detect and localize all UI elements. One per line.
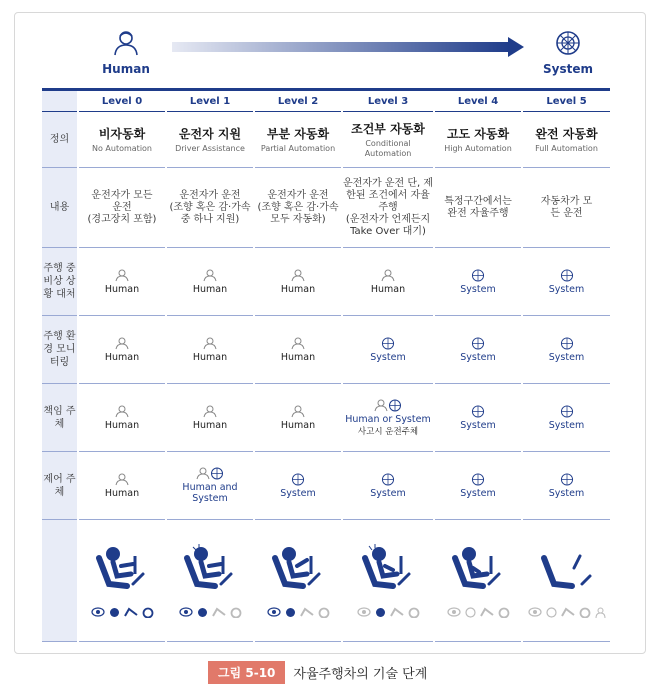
human-icon [203, 269, 217, 282]
content-cell [78, 168, 166, 248]
agent-label: System [460, 419, 496, 431]
content-main: 운전자가 모든 운전 [91, 189, 153, 213]
system-brain-icon [381, 473, 395, 486]
human-and-system-icon [374, 399, 402, 412]
definition-ko: 완전 자동화 [535, 127, 598, 141]
side-responsibility: 책임 주체 [42, 384, 78, 452]
system-brain-icon [471, 473, 485, 486]
agent-label: Human [370, 283, 406, 295]
driver-partial-icon [267, 544, 329, 596]
level-5: Level 5 [522, 90, 610, 112]
levels-table [42, 88, 610, 642]
driver-illustration-cell [434, 520, 522, 642]
human-and-system-icon [196, 467, 224, 480]
head-icon [285, 607, 296, 618]
control-cell [166, 452, 254, 520]
agent-label: Human [192, 419, 228, 431]
content-cell [434, 168, 522, 248]
human-icon [291, 269, 305, 282]
agent-label: System [370, 351, 406, 363]
responsibility-cell [166, 384, 254, 452]
level-row [42, 90, 610, 112]
human-icon [115, 269, 129, 282]
definition-cell [522, 112, 610, 168]
monitoring-cell [522, 316, 610, 384]
human-icon [112, 30, 140, 56]
responsibility-note: 사고시 운전주체 [357, 426, 419, 437]
side-control: 제어 주체 [42, 452, 78, 520]
agent-label: System [370, 487, 406, 499]
definition-cell [254, 112, 342, 168]
human-icon [115, 473, 129, 486]
agent-label: System [548, 351, 585, 363]
system-brain-icon [471, 269, 485, 282]
eye-icon [528, 607, 542, 617]
agent-label: Human [192, 351, 228, 363]
agent-label: Human [104, 283, 140, 295]
definition-ko: 부분 자동화 [266, 127, 330, 141]
definition-cell [166, 112, 254, 168]
system-brain-icon [471, 405, 485, 418]
eye-icon [91, 607, 105, 617]
definition-en: Full Automation [535, 144, 598, 153]
sensor-icons [255, 607, 341, 618]
human-icon [291, 405, 305, 418]
head-icon [197, 607, 208, 618]
content-cell [342, 168, 434, 248]
driver-conditional-icon [357, 544, 419, 596]
responsibility-cell [254, 384, 342, 452]
definition-ko: 운전자 지원 [178, 127, 242, 141]
content-sub: (운전자가 언제든지 Take Over 대기) [345, 213, 431, 237]
agent-label: Human and System [182, 482, 238, 504]
system-brain-icon [560, 473, 574, 486]
content-main: 운전자가 운전 [179, 189, 241, 201]
fallback-cell [434, 248, 522, 316]
caption-text: 자율주행차의 기술 단계 [293, 666, 428, 682]
fallback-cell [522, 248, 610, 316]
agent-label: System [460, 283, 496, 295]
agent-label: Human [104, 419, 140, 431]
fallback-cell [254, 248, 342, 316]
content-cell [522, 168, 610, 248]
eye-icon [179, 607, 193, 617]
content-main: 운전자가 운전 단, 제한된 조건에서 자율주행 [343, 177, 433, 213]
content-main: 자동차가 모든 운전 [540, 195, 593, 219]
monitoring-cell [434, 316, 522, 384]
sensor-icons [167, 607, 253, 618]
fallback-cell [78, 248, 166, 316]
agent-label: Human [280, 351, 316, 363]
driver-assistance-icon [179, 544, 241, 596]
agent-label: System [280, 487, 316, 499]
driver-illustration-cell [254, 520, 342, 642]
foot-icon [124, 607, 138, 617]
foot-icon [300, 607, 314, 617]
monitoring-cell [342, 316, 434, 384]
hands-wheel-icon [142, 607, 154, 618]
content-cell [254, 168, 342, 248]
sensor-icons [343, 607, 433, 618]
level-0: Level 0 [78, 90, 166, 112]
monitoring-cell [78, 316, 166, 384]
content-sub: (조향 혹은 감·가속 모두 자동화) [257, 201, 339, 225]
illustration-row [42, 520, 610, 642]
level-4: Level 4 [434, 90, 522, 112]
agent-label: Human [280, 283, 316, 295]
system-brain-icon [560, 337, 574, 350]
foot-icon [212, 607, 226, 617]
content-main: 운전자가 운전 [267, 189, 329, 201]
agent-label: Human [104, 351, 140, 363]
foot-icon [480, 607, 494, 617]
driver-illustration-cell [78, 520, 166, 642]
side-illustration [42, 520, 78, 642]
definition-row [42, 112, 610, 168]
control-row [42, 452, 610, 520]
fallback-cell [342, 248, 434, 316]
definition-en: Partial Automation [260, 144, 336, 153]
sensor-icons [435, 607, 521, 618]
definition-en: Conditional Automation [364, 139, 412, 158]
header-system [538, 30, 598, 76]
definition-en: High Automation [444, 144, 512, 153]
person-icon [595, 607, 606, 618]
head-icon [375, 607, 386, 618]
agent-label: Human [192, 283, 228, 295]
agent-label: System [548, 283, 585, 295]
agent-label: System [460, 351, 496, 363]
header-human [96, 30, 156, 76]
agent-label: Human or System [345, 413, 431, 425]
monitoring-cell [166, 316, 254, 384]
hands-wheel-icon [230, 607, 242, 618]
fallback-row [42, 248, 610, 316]
content-main: 특정구간에서는 완전 자율주행 [444, 195, 512, 219]
side-definition: 정의 [42, 112, 78, 168]
driver-illustration-cell [522, 520, 610, 642]
definition-cell [342, 112, 434, 168]
control-cell [78, 452, 166, 520]
definition-en: No Automation [91, 144, 152, 153]
driver-illustration-cell [342, 520, 434, 642]
eye-icon [357, 607, 371, 617]
empty-seat-icon [536, 544, 598, 596]
fallback-cell [166, 248, 254, 316]
sensor-icons [523, 607, 610, 618]
head-icon [109, 607, 120, 618]
human-icon [291, 337, 305, 350]
monitoring-cell [254, 316, 342, 384]
definition-en: Driver Assistance [175, 144, 245, 153]
level-corner [42, 90, 78, 112]
head-icon [465, 607, 476, 618]
eye-icon [447, 607, 461, 617]
hands-wheel-icon [318, 607, 330, 618]
figure-caption [208, 661, 427, 683]
system-brain-icon [471, 337, 485, 350]
responsibility-cell [78, 384, 166, 452]
human-icon [203, 405, 217, 418]
human-icon [115, 405, 129, 418]
level-2: Level 2 [254, 90, 342, 112]
head-icon [546, 607, 557, 618]
responsibility-cell [522, 384, 610, 452]
header-system-label: System [543, 62, 593, 76]
system-brain-icon [560, 269, 574, 282]
agent-label: System [460, 487, 496, 499]
system-brain-icon [560, 405, 574, 418]
system-brain-icon [381, 337, 395, 350]
control-cell [254, 452, 342, 520]
sensor-icons [79, 607, 165, 618]
content-cell [166, 168, 254, 248]
level-3: Level 3 [342, 90, 434, 112]
side-content: 내용 [42, 168, 78, 248]
content-sub: (경고장치 포함) [87, 213, 157, 225]
definition-ko: 비자동화 [98, 127, 146, 141]
control-cell [522, 452, 610, 520]
driver-full-control-icon [91, 544, 153, 596]
control-cell [434, 452, 522, 520]
responsibility-row [42, 384, 610, 452]
side-monitoring: 주행 환경 모니터링 [42, 316, 78, 384]
level-1: Level 1 [166, 90, 254, 112]
hands-wheel-icon [579, 607, 591, 618]
definition-ko: 조건부 자동화 [351, 122, 425, 136]
content-row [42, 168, 610, 248]
side-fallback: 주행 중 비상 상황 대처 [42, 248, 78, 316]
driver-high-automation-icon [447, 544, 509, 596]
monitoring-row [42, 316, 610, 384]
agent-label: Human [280, 419, 316, 431]
agent-label: System [548, 419, 585, 431]
content-sub: (조향 혹은 감·가속 중 하나 지원) [169, 201, 251, 225]
header-human-label: Human [102, 62, 150, 76]
system-brain-icon [554, 30, 582, 56]
agent-label: System [548, 487, 585, 499]
caption-tag: 그림 5-10 [208, 661, 285, 684]
progress-arrow [172, 37, 524, 57]
agent-label: Human [104, 487, 140, 499]
driver-illustration-cell [166, 520, 254, 642]
definition-cell [434, 112, 522, 168]
hands-wheel-icon [408, 607, 420, 618]
responsibility-cell [434, 384, 522, 452]
human-icon [381, 269, 395, 282]
eye-icon [267, 607, 281, 617]
human-icon [115, 337, 129, 350]
responsibility-cell [342, 384, 434, 452]
control-cell [342, 452, 434, 520]
foot-icon [390, 607, 404, 617]
system-brain-icon [291, 473, 305, 486]
definition-ko: 고도 자동화 [446, 127, 510, 141]
human-icon [203, 337, 217, 350]
hands-wheel-icon [498, 607, 510, 618]
foot-icon [561, 607, 575, 617]
definition-cell [78, 112, 166, 168]
